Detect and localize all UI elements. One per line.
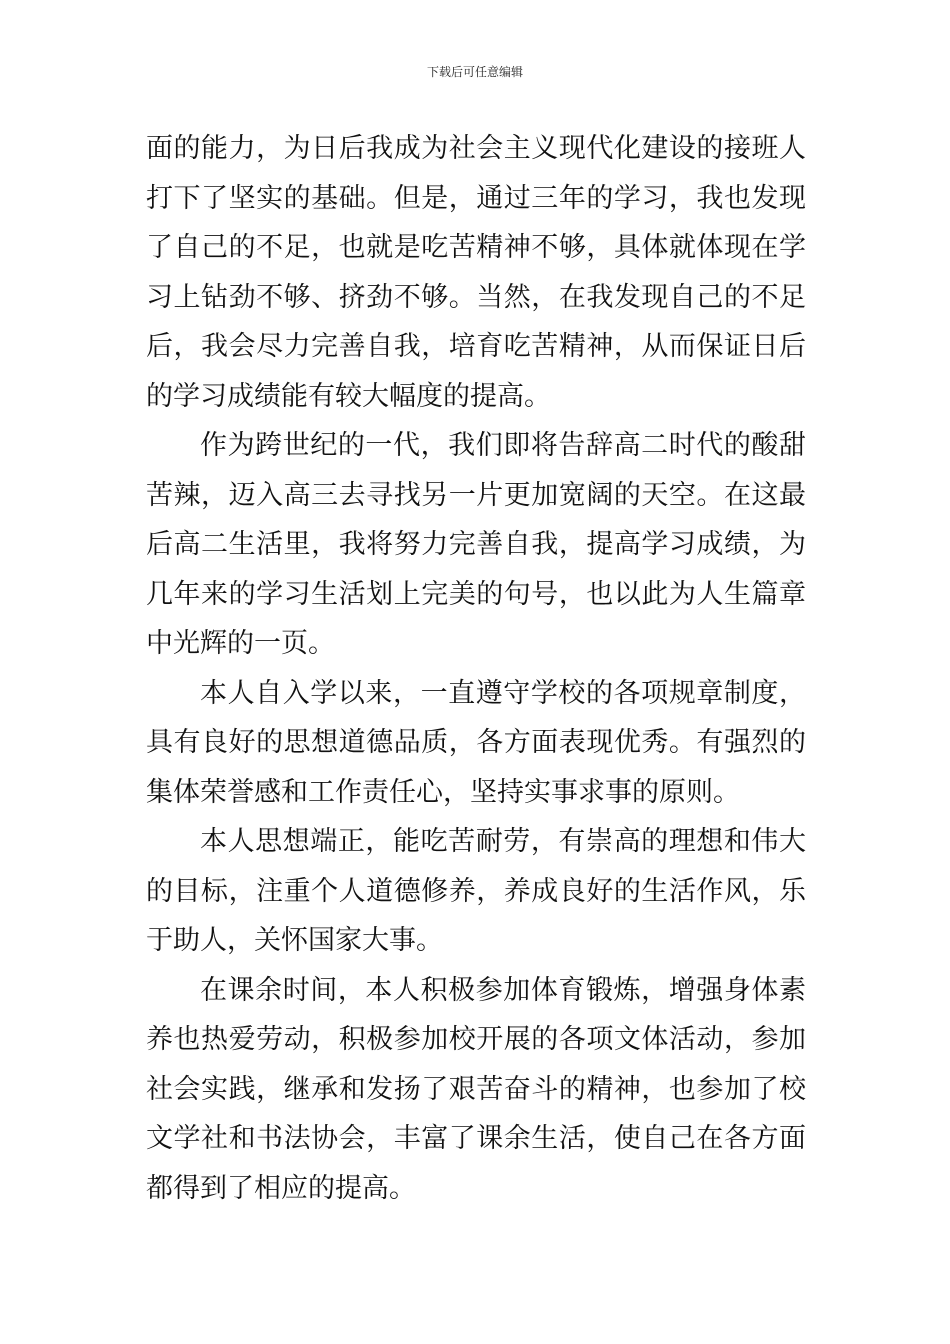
paragraph-1: 面的能力，为日后我成为社会主义现代化建设的接班人打下了坚实的基础。但是，通过三年的学习，我也发现了自己的不足，也就是吃苦精神不够，具体就体现在学习上钻劲不够、挤劲不够。当然，在我发现自己的不足后，我会尽力完善自我，培育吃苦精神，从而保证日后的学习成绩能有较大幅度的提高。	[146, 133, 806, 412]
paragraph-5: 在课余时间，本人积极参加体育锻炼，增强身体素养也热爱劳动，积极参加校开展的各项文体活动，参加社会实践，继承和发扬了艰苦奋斗的精神，也参加了校文学社和书法协会，丰富了课余生活，使自己在各方面都得到了相应的提高。	[146, 974, 806, 1204]
paragraph-4: 本人思想端正，能吃苦耐劳，有崇高的理想和伟大的目标，注重个人道德修养，养成良好的生活作风，乐于助人，关怀国家大事。	[146, 826, 806, 956]
header-note: 下载后可任意编辑	[426, 65, 523, 79]
paragraph-3: 本人自入学以来，一直遵守学校的各项规章制度，具有良好的思想道德品质，各方面表现优秀。有强烈的集体荣誉感和工作责任心，坚持实事求事的原则。	[146, 677, 806, 808]
document-body	[146, 124, 806, 1213]
paragraph-2: 作为跨世纪的一代，我们即将告辞高二时代的酸甜苦辣，迈入高三去寻找另一片更加宽阔的天空。在这最 后高二生活里，我将努力完善自我，提高学习成绩，为几年来的学习生活划上完美的句号，也以此为人生篇章中光辉的一页。	[146, 430, 806, 659]
